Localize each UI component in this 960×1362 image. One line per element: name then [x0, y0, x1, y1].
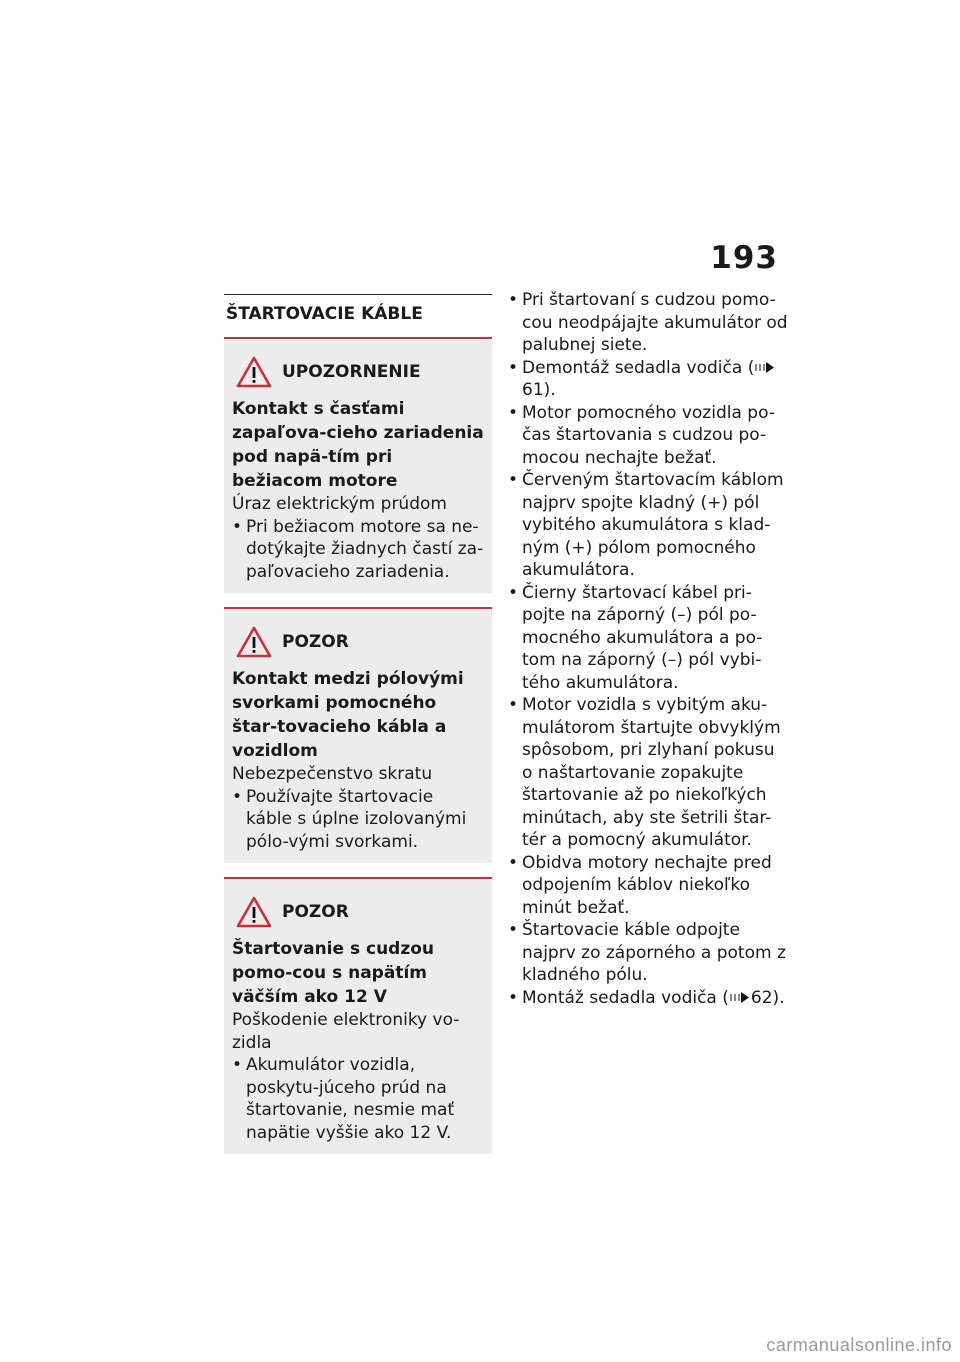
warning-heading: Kontakt medzi pólovými svorkami pomocného štar-tovacieho kábla a vozidlom [232, 669, 464, 761]
warning-bullet [232, 1054, 484, 1144]
bullet-dot: • [508, 290, 519, 310]
warning-bullet-text: Akumulátor vozidla, poskytu-júceho prúd na štartovanie, nesmie mať napätie vyššie ako 12 V. [246, 1055, 455, 1143]
bullet-dot: • [508, 987, 519, 1008]
step-text-after: ). [543, 380, 556, 400]
bullet-dot: • [508, 470, 519, 490]
step-text [522, 987, 785, 1010]
warning-box-header [232, 625, 484, 659]
bullet-dot: • [508, 920, 519, 940]
step-text: Štartovacie káble odpojte najprv zo záporného a potom z kladného pólu. [522, 920, 786, 985]
watermark: carmanualsonline.info [766, 1335, 952, 1355]
warning-bullet-text: Pri bežiacom motore sa ne-dotýkajte žiadnych častí za-paľovacieho zariadenia. [246, 516, 484, 582]
warning-bullet [232, 786, 484, 854]
bullet-dot: • [508, 357, 519, 378]
warnings-column [224, 294, 492, 1154]
page-reference-arrow-icon [729, 991, 751, 1004]
bullet-dot: • [508, 695, 519, 715]
step-text-before: Demontáž sedadla vodiča ( [522, 357, 755, 378]
warning-triangle-icon [236, 356, 272, 388]
page-reference[interactable]: 62 [750, 987, 773, 1008]
step-text: Motor pomocného vozidla po-čas štartovania s cudzou po-mocou nechajte bežať. [522, 402, 775, 468]
warning-box-header [232, 355, 484, 389]
step-item [508, 357, 788, 402]
step-item [508, 919, 788, 987]
warning-label: POZOR [282, 902, 349, 922]
warning-heading: Kontakt s časťami zapaľova-cieho zariadenia pod napä-tím pri bežiacom motore [232, 399, 484, 491]
step-text [522, 357, 788, 402]
step-text-before: Montáž sedadla vodiča ( [522, 987, 729, 1008]
warning-consequence: Nebezpečenstvo skratu [232, 764, 433, 784]
step-text: Pri štartovaní s cudzou pomo-cou neodpájajte akumulátor od palubnej siete. [522, 290, 788, 355]
step-text-after: ). [772, 987, 785, 1008]
page-reference[interactable]: 61 [522, 380, 544, 400]
warning-heading: Štartovanie s cudzou pomo-cou s napätím väčším ako 12 V [232, 939, 435, 1007]
warning-consequence: Poškodenie elektroniky vo-zidla [232, 1010, 460, 1053]
bullet-dot: • [508, 852, 519, 873]
warning-box-pozor-2 [224, 877, 492, 1154]
warning-box-pozor-1 [224, 607, 492, 863]
bullet-dot: • [508, 582, 519, 603]
section-title: ŠTARTOVACIE KÁBLE [224, 294, 492, 331]
warning-label: POZOR [282, 632, 349, 652]
step-text: Obidva motory nechajte pred odpojením káblov niekoľko minút bežať. [522, 852, 772, 918]
warning-bullet-text: Používajte štartovacie káble s úplne izolovanými pólo-vými svorkami. [246, 786, 467, 852]
bullet-dot: • [508, 402, 519, 423]
step-item [508, 987, 788, 1010]
step-text: Červeným štartovacím káblom najprv spojte kladný (+) pól vybitého akumulátora s klad-ným (+) pólom pomocného akumulátora. [522, 470, 784, 580]
page-reference-arrow-icon [754, 361, 776, 374]
warning-box-header [232, 895, 484, 929]
step-item [508, 582, 788, 695]
step-item [508, 289, 788, 357]
warning-label: UPOZORNENIE [282, 362, 421, 382]
bullet-dot: • [232, 786, 243, 807]
warning-triangle-icon [236, 896, 272, 928]
step-item [508, 469, 788, 582]
step-item [508, 402, 788, 470]
step-item [508, 852, 788, 920]
warning-triangle-icon [236, 626, 272, 658]
steps-column [508, 289, 788, 1009]
warning-consequence: Úraz elektrickým prúdom [232, 494, 447, 514]
page-number: 193 [710, 240, 778, 276]
warning-bullet [232, 516, 484, 584]
step-text: Motor vozidla s vybitým aku-mulátorom štartujte obvyklým spôsobom, pri zlyhaní pokusu o naštartovanie zopakujte štartovanie až po niekoľkých minútach, aby ste šetrili štar-tér a pomocný akumulátor. [522, 695, 781, 850]
step-item [508, 694, 788, 852]
bullet-dot: • [232, 516, 243, 537]
bullet-dot: • [232, 1055, 243, 1075]
warning-box-upozornenie [224, 337, 492, 593]
step-text: Čierny štartovací kábel pri-pojte na záporný (–) pól po-mocného akumulátora a po-tom na záporný (–) pól vybi-tého akumulátora. [522, 582, 763, 693]
